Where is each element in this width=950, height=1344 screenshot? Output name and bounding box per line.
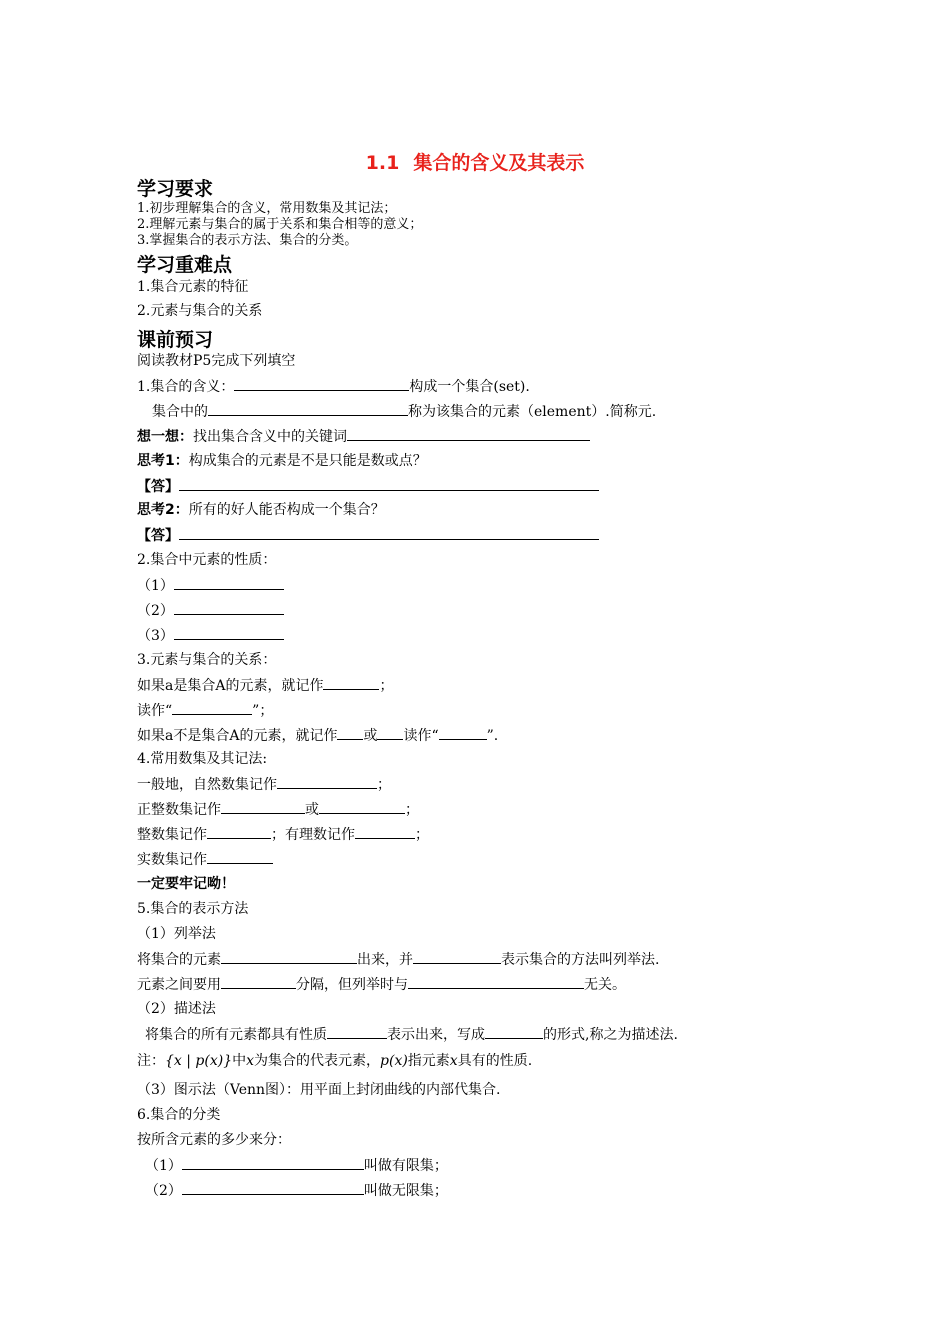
fill-blank[interactable]	[408, 975, 584, 989]
enumeration-line-2: 元素之间要用 分隔，但列举时与 无关。	[137, 977, 626, 993]
requirement-item: 3.掌握集合的表示方法、集合的分类。	[137, 233, 358, 248]
fill-blank[interactable]	[277, 775, 377, 789]
description-line: 将集合的所有元素都具有性质 表示出来，写成 的形式,称之为描述法.	[145, 1027, 678, 1043]
question-4: 4.常用数集及其记法:	[137, 751, 268, 767]
number-set-line-3: 整数集记作 ；有理数记作 ；	[137, 827, 429, 843]
fill-blank[interactable]	[327, 1025, 387, 1039]
thinking-1-line: 思考1：构成集合的元素是不是只能是数或点？	[137, 453, 427, 469]
must-remember-note: 一定要牢记呦！	[137, 876, 235, 892]
answer-1-line: 【答】	[137, 477, 599, 496]
fill-blank[interactable]	[221, 975, 296, 989]
fill-blank[interactable]	[439, 726, 487, 740]
fill-blank[interactable]	[337, 726, 363, 740]
answer-blank[interactable]	[179, 477, 599, 491]
requirement-item: 2.理解元素与集合的属于关系和集合相等的意义；	[137, 217, 423, 232]
title-number: 1.1	[365, 152, 400, 174]
key-point-item: 1.集合元素的特征	[137, 279, 249, 295]
fill-blank[interactable]	[221, 800, 305, 814]
question-1-line: 1.集合的含义： 构成一个集合(set).	[137, 379, 530, 395]
enumeration-line-1: 将集合的元素 出来，并 表示集合的方法叫列举法.	[137, 952, 660, 968]
fill-blank[interactable]	[323, 676, 379, 690]
fill-blank[interactable]	[172, 701, 252, 715]
fill-blank[interactable]	[174, 601, 284, 615]
number-set-line-1: 一般地，自然数集记作 ；	[137, 777, 391, 793]
question-6: 6.集合的分类	[137, 1107, 221, 1123]
property-3-line: （3）	[137, 626, 284, 645]
relation-line-2: 读作“ ”；	[137, 703, 274, 719]
fill-blank[interactable]	[413, 950, 501, 964]
relation-line-1: 如果a是集合A的元素，就记作 ；	[137, 678, 394, 694]
fill-blank[interactable]	[221, 950, 357, 964]
property-2-line: （2）	[137, 601, 284, 620]
fill-blank[interactable]	[182, 1181, 364, 1195]
method-1-heading: （1）列举法	[137, 926, 216, 942]
page-title	[0, 148, 950, 175]
preview-intro: 阅读教材P5完成下列填空	[137, 353, 296, 369]
question-1-element-line: 集合中的 称为该集合的元素（element）.简称元.	[152, 404, 657, 420]
fill-blank[interactable]	[207, 850, 273, 864]
fill-blank[interactable]	[377, 726, 403, 740]
fill-blank[interactable]	[207, 825, 271, 839]
answer-2-line: 【答】	[137, 526, 599, 545]
property-notation: p(x)	[380, 1053, 408, 1069]
section-heading-preview: 课前预习	[137, 329, 214, 351]
classification-line-2: （2） 叫做无限集；	[145, 1183, 448, 1199]
fill-blank[interactable]	[174, 626, 284, 640]
fill-blank[interactable]	[355, 825, 415, 839]
section-heading-requirements: 学习要求	[137, 178, 214, 200]
fill-blank[interactable]	[208, 402, 408, 416]
question-3: 3.元素与集合的关系：	[137, 652, 277, 668]
question-2: 2.集合中元素的性质：	[137, 552, 277, 568]
thinking-2-line: 思考2：所有的好人能否构成一个集合？	[137, 502, 385, 518]
property-1-line: （1）	[137, 576, 284, 595]
title-text: 集合的含义及其表示	[413, 152, 585, 174]
number-set-line-2: 正整数集记作 或 ；	[137, 802, 419, 818]
classification-intro: 按所含元素的多少来分：	[137, 1132, 291, 1148]
number-set-line-4: 实数集记作	[137, 850, 273, 869]
fill-blank[interactable]	[319, 800, 405, 814]
relation-line-3: 如果a不是集合A的元素，就记作 或 读作“ ”.	[137, 728, 499, 744]
think-line: 想一想：找出集合含义中的关键词	[137, 427, 590, 446]
method-3-venn: （3）图示法（Venn图）：用平面上封闭曲线的内部代集合.	[137, 1082, 501, 1098]
requirement-item: 1.初步理解集合的含义，常用数集及其记法；	[137, 201, 397, 216]
section-heading-key-points: 学习重难点	[137, 254, 233, 276]
fill-blank[interactable]	[347, 427, 590, 441]
note-line: 注：{x | p(x)}中x为集合的代表元素，p(x)指元素x具有的性质.	[137, 1053, 533, 1069]
set-builder-notation: {x | p(x)}	[165, 1053, 233, 1069]
key-point-item: 2.元素与集合的关系	[137, 303, 263, 319]
fill-blank[interactable]	[174, 576, 284, 590]
classification-line-1: （1） 叫做有限集；	[145, 1158, 448, 1174]
question-5: 5.集合的表示方法	[137, 901, 249, 917]
fill-blank[interactable]	[182, 1156, 364, 1170]
fill-blank[interactable]	[234, 377, 409, 391]
answer-blank[interactable]	[179, 526, 599, 540]
fill-blank[interactable]	[485, 1025, 543, 1039]
method-2-heading: （2）描述法	[137, 1001, 216, 1017]
